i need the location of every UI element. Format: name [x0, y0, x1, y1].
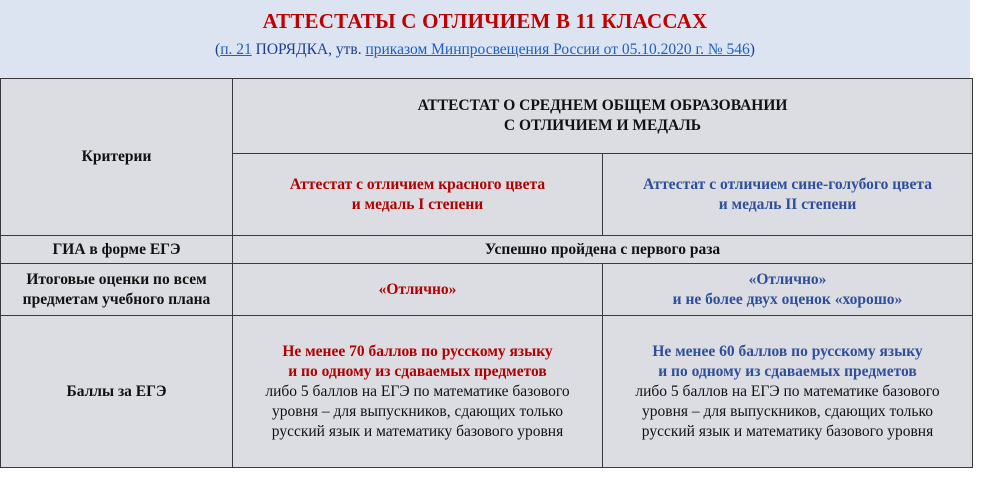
main-header-line1: АТТЕСТАТ О СРЕДНЕМ ОБЩЕМ ОБРАЗОВАНИИ [417, 97, 788, 114]
red-certificate-header [233, 154, 603, 236]
blue-scores-plain-line1: либо 5 баллов на ЕГЭ по математике базового [635, 382, 940, 400]
blue-scores-plain-line3: русский язык и математику базового уровня [641, 422, 934, 440]
blue-header-line1: Аттестат с отличием сине-голубого цвета [643, 175, 932, 193]
blue-grades-line2: и не более двух оценок «хорошо» [672, 290, 903, 308]
table-row [1, 236, 973, 264]
red-grades-requirement: «Отлично» [233, 264, 603, 316]
criteria-table [0, 78, 973, 468]
red-scores-requirement [233, 316, 603, 468]
final-grades-label-line2: предметам учебного плана [22, 290, 211, 308]
row-label-gia: ГИА в форме ЕГЭ [1, 236, 233, 264]
table-row [1, 79, 973, 154]
red-header-line1: Аттестат с отличием красного цвета [289, 175, 546, 193]
blue-header-line2: и медаль II степени [718, 195, 857, 213]
red-scores-bold-line2: и по одному из сдаваемых предметов [288, 362, 547, 380]
legal-reference [0, 41, 970, 59]
blue-grades-line1: «Отлично» [748, 270, 827, 288]
blue-certificate-header [603, 154, 973, 236]
blue-grades-requirement [603, 264, 973, 316]
red-header-line2: и медаль I степени [351, 195, 484, 213]
row-label-ege-scores: Баллы за ЕГЭ [1, 316, 233, 468]
table-row [1, 264, 973, 316]
header-banner [0, 0, 970, 78]
criteria-header: Критерии [1, 79, 233, 236]
row-label-final-grades [1, 264, 233, 316]
red-scores-plain-line1: либо 5 баллов на ЕГЭ по математике базового [265, 382, 570, 400]
main-header [233, 79, 973, 154]
ref-close-paren: ) [749, 41, 755, 58]
link-order-546[interactable]: приказом Минпросвещения России от 05.10.2020 г. № 546 [365, 41, 750, 58]
final-grades-label-line1: Итоговые оценки по всем [26, 270, 207, 288]
ref-open-paren: ( [215, 41, 221, 58]
blue-scores-plain-line2: уровня – для выпускников, сдающих только [642, 402, 933, 420]
table-row [1, 316, 973, 468]
gia-requirement: Успешно пройдена с первого раза [233, 236, 973, 264]
blue-scores-bold-line2: и по одному из сдаваемых предметов [658, 362, 917, 380]
page-title: АТТЕСТАТЫ С ОТЛИЧИЕМ В 11 КЛАССАХ [262, 9, 708, 33]
link-paragraph-21[interactable]: п. 21 [220, 41, 252, 58]
main-header-line2: С ОТЛИЧИЕМ И МЕДАЛЬ [503, 117, 702, 134]
red-scores-plain-line2: уровня – для выпускников, сдающих только [272, 402, 563, 420]
blue-scores-requirement [603, 316, 973, 468]
blue-scores-bold-line1: Не менее 60 баллов по русскому языку [652, 342, 923, 360]
red-scores-bold-line1: Не менее 70 баллов по русскому языку [282, 342, 553, 360]
ref-middle-text: ПОРЯДКА, утв. [251, 41, 366, 58]
red-scores-plain-line3: русский язык и математику базового уровня [271, 422, 564, 440]
